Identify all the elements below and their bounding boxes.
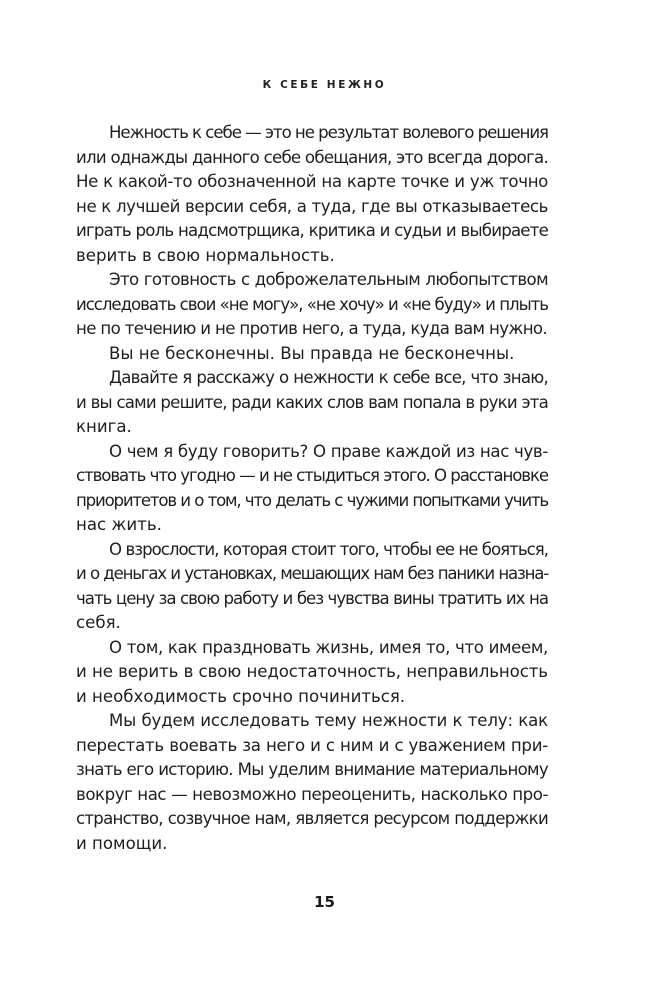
text-line: и вы сами решите, ради каких слов вам попала в руки эта — [76, 392, 548, 412]
text-line: исследовать свои «не могу», «не хочу» и «не буду» и плыть — [76, 294, 548, 314]
text-line: знать его историю. Мы уделим внимание материальному — [76, 760, 548, 779]
text-line: вокруг нас — невозможно переоценить, насколько про- — [76, 784, 548, 804]
page-number: 15 — [314, 893, 335, 911]
text-line: книга. — [76, 417, 132, 436]
text-line: Вы не бесконечны. Вы правда не бесконечны. — [109, 343, 515, 363]
text-line: Мы будем исследовать тему нежности к телу: как — [109, 711, 548, 730]
text-line: играть роль надсмотрщика, критика и судьи и выбираете — [76, 221, 548, 240]
text-line: странство, созвучное нам, является ресурсом поддержки — [76, 809, 548, 828]
text-line: перестать воевать за него и с ним и с уважением при- — [76, 735, 548, 755]
text-line: О чем я буду говорить? О праве каждой из нас чув- — [109, 441, 548, 461]
text-line: не по течению и не против него, а туда, куда вам нужно. — [76, 319, 548, 338]
text-line: и о деньгах и установках, мешающих нам без паники назна- — [76, 564, 548, 583]
text-line: и необходимость срочно починиться. — [76, 686, 406, 706]
text-line: и помощи. — [76, 833, 168, 853]
text-line: верить в свою нормальность. — [76, 245, 335, 265]
text-line: нас жить. — [76, 515, 162, 534]
text-line: Это готовность с доброжелательным любопытством — [109, 270, 548, 289]
text-line: и не верить в свою недостаточность, неправильность — [76, 662, 548, 681]
text-line: чать цену за свою работу и без чувства вины тратить их на — [76, 588, 548, 608]
text-line: Давайте я расскажу о нежности к себе все, что знаю, — [109, 368, 548, 387]
text-line: О взрослости, которая стоит того, чтобы ее не бояться, — [109, 539, 548, 559]
text-line: Не к какой-то обозначенной на карте точке и уж точно — [76, 172, 548, 191]
text-line: Нежность к себе — это не результат волевого решения — [109, 123, 548, 142]
text-line: не к лучшей версии себя, а туда, где вы отказываетесь — [76, 196, 548, 216]
text-line: О том, как праздновать жизнь, имея то, что имеем, — [109, 637, 548, 657]
text-line: ствовать что угодно — и не стыдиться этого. О расстановке — [76, 466, 548, 485]
body-text — [76, 121, 548, 856]
running-header: К СЕБЕ НЕЖНО — [262, 79, 387, 91]
text-line: приоритетов и о том, что делать с чужими попытками учить — [76, 490, 548, 510]
text-line: себя. — [76, 613, 121, 632]
text-line: или однажды данного себе обещания, это всегда дорога. — [76, 147, 548, 167]
